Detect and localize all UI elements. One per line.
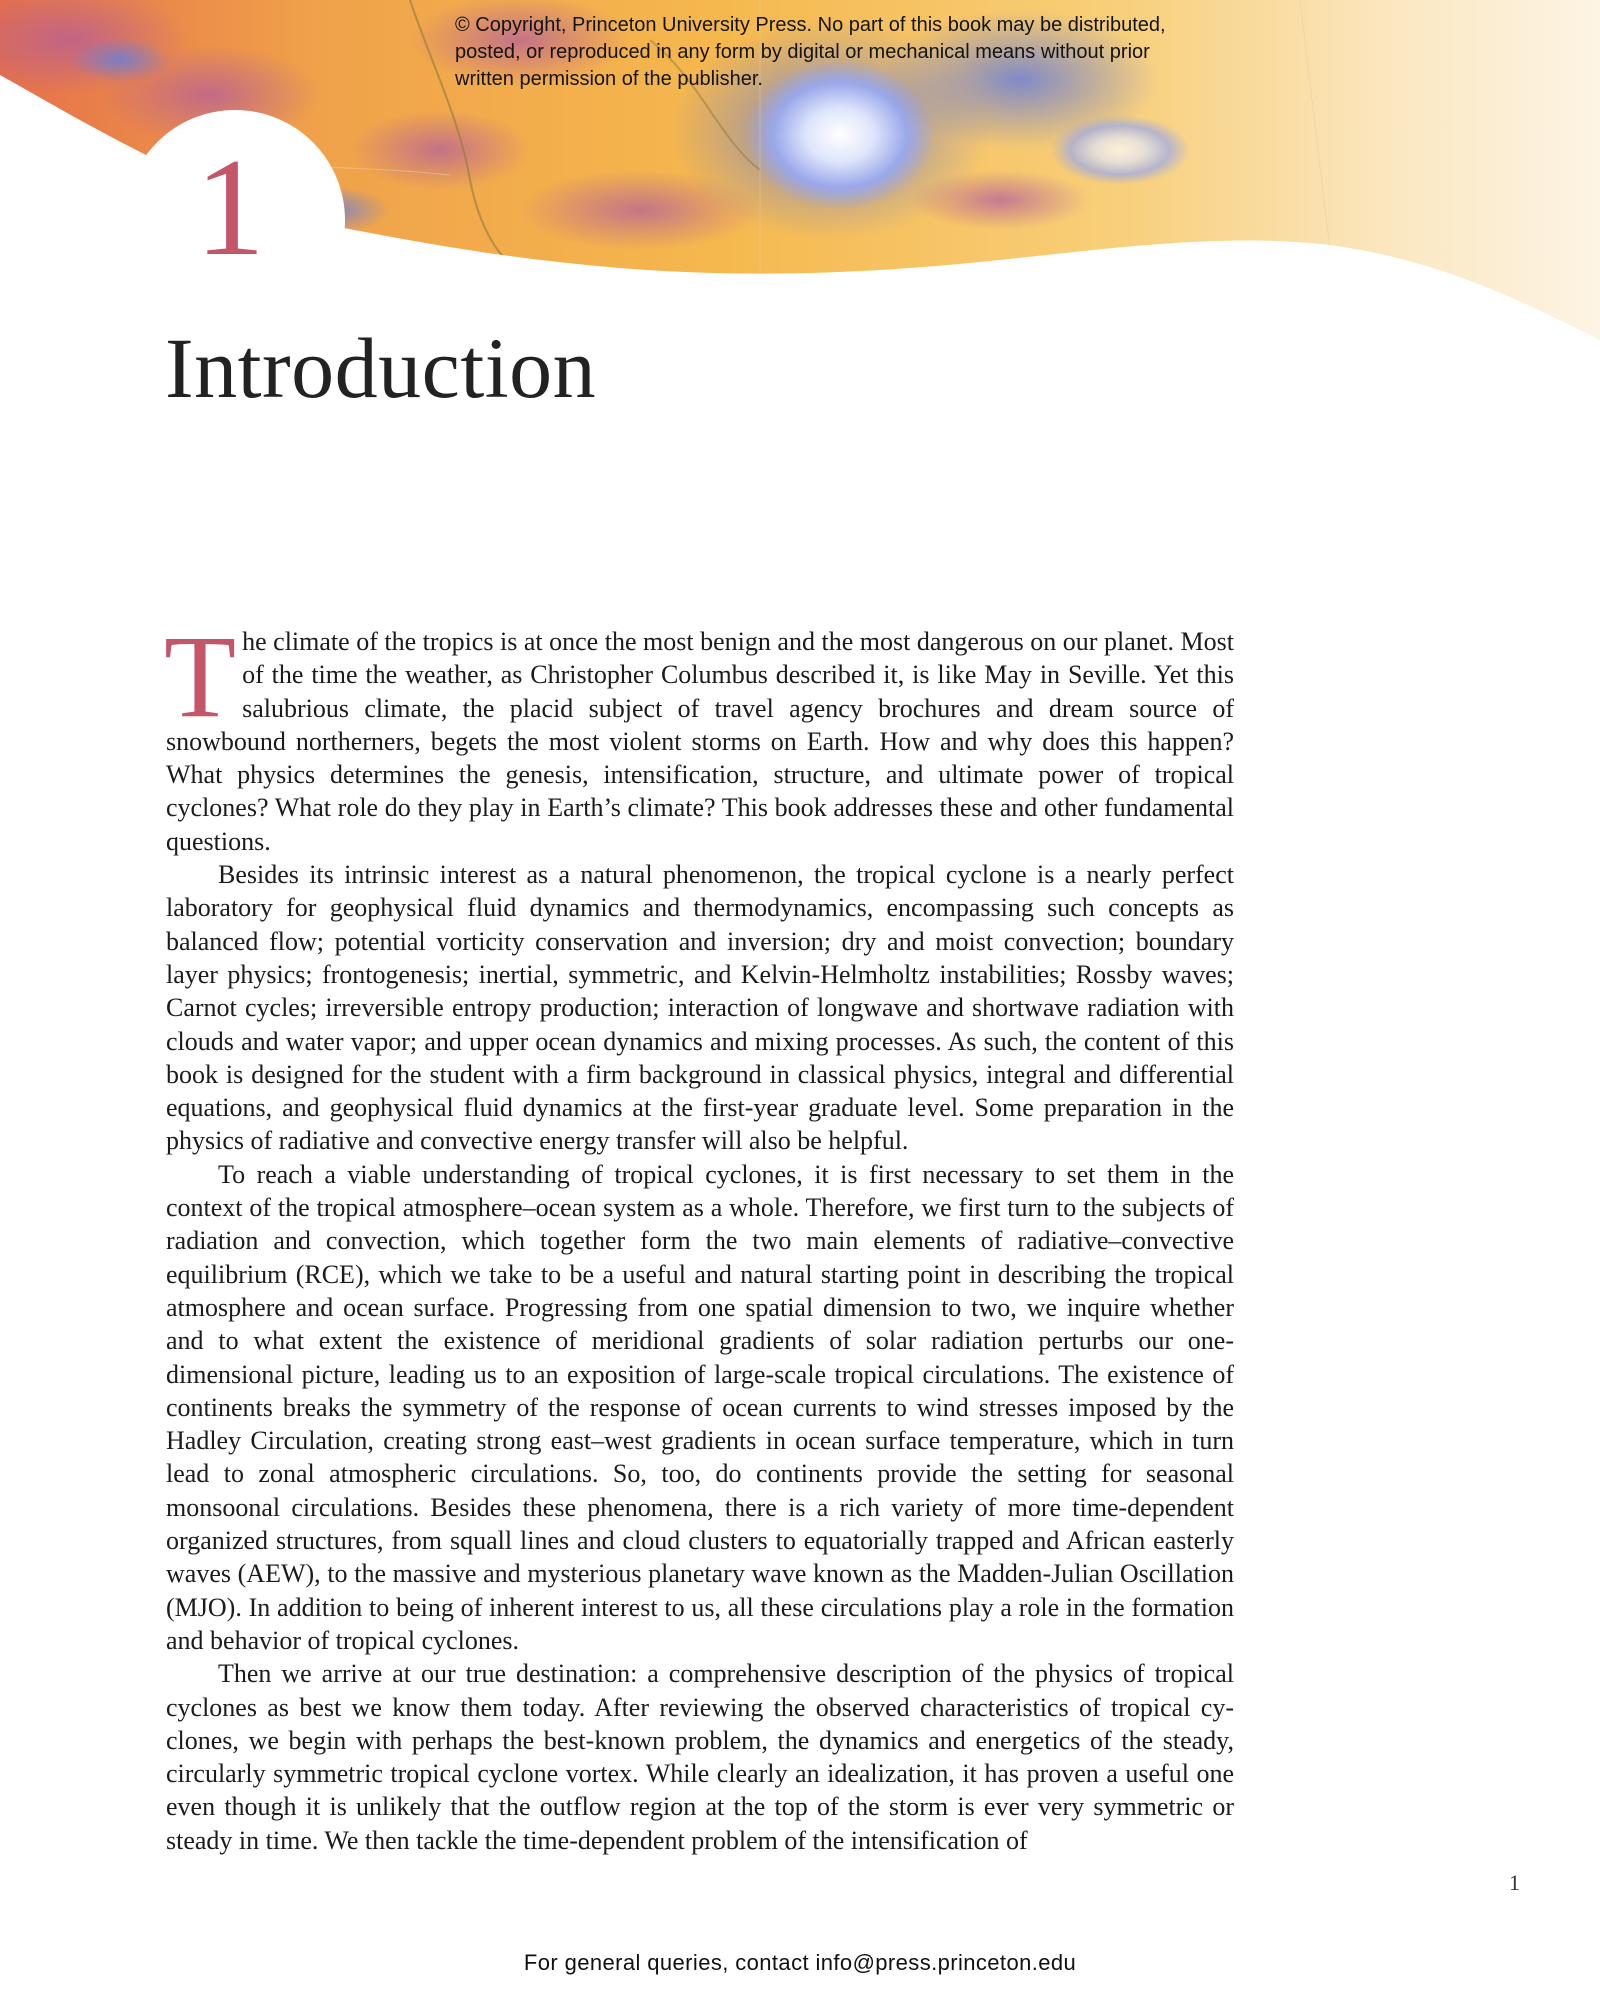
paragraph: To reach a viable understanding of tropical cyclones, it is first necessary to set them in the context of the tropical atmosphere–ocean system as a whole. Therefore, we first turn to the subjects of radiation and convection, which together form the two main elements of radiative–convective equilibrium (RCE), which we take to be a useful and natural starting point in describing the tropical atmosphere and ocean surface. Progressing from one spatial dimension to two, we inquire whether and to what extent the existence of meridional gradients of solar radiation perturbs our one-dimensional picture, leading us to an exposition of large-scale tropical circulations. The existence of continents breaks the symmetry of the response of ocean currents to wind stresses imposed by the Hadley Circulation, creating strong east–west gradients in ocean surface temperature, which in turn lead to zonal atmospheric circulations. So, too, do continents provide the setting for seasonal monsoonal circulations. Besides these phenomena, there is a rich variety of more time-dependent organized structures, from squall lines and cloud clusters to equatorially trapped and African easterly waves (AEW), to the massive and mysterious planetary wave known as the Madden-Julian Oscillation (MJO). In addition to being of inherent interest to us, all these circulations play a role in the formation and behavior of tropical cyclones. [166, 1159, 1234, 1655]
paragraph-text: he climate of the tropics is at once the most benign and the most dangerous on our planet. Most of the time the weather, as Christopher Columbus described it, is like May in Seville. Yet this salubrious climate, the placid subject of travel agency brochures and dream source of snowbound northerners, begets the most violent storms on Earth. How and why does this happen? What physics determines the genesis, intensification, structure, and ultimate power of tropical cyclones? What role do they play in Earth’s climate? This book addresses these and other fundamental questions. [166, 627, 1234, 856]
footer-contact: For general queries, contact info@press.princeton.edu [523, 1950, 1077, 1975]
paragraph: Then we arrive at our true destination: a comprehensive description of the physics of tropical cyclones as best we know them today. After reviewing the observed characteristics of tropical cyclones, we begin with perhaps the best-known problem, the dynamics and energetics of the steady, circularly symmetric tropical cyclone vortex. While clearly an idealization, it has proven a useful one even though it is unlikely that the outflow region at the top of the storm is ever very symmetric or steady in time. We then tackle the time-dependent problem of the intensification of [166, 1659, 1234, 1855]
copyright-notice: © Copyright, Princeton University Press. No part of this book may be distributed, posted, or reproduced in any form by digital or mechanical means without prior written permission of the publisher. [455, 14, 1166, 90]
chapter-number: 1 [195, 130, 265, 285]
page-number: 1 [1509, 1870, 1520, 1895]
paragraph [164, 611, 1234, 858]
paragraph: Besides its intrinsic interest as a natural phenomenon, the tropical cyclone is a nearly perfect laboratory for geophysical fluid dynamics and thermodynamics, encompassing such concepts as balanced flow; potential vorticity conservation and inversion; dry and moist convection; boundary layer physics; frontogenesis; inertial, symmetric, and Kelvin-Helmholtz instabilities; Rossby waves; Carnot cycles; irreversible entropy production; interaction of longwave and shortwave radiation with clouds and water vapor; and upper ocean dynamics and mixing processes. As such, the content of this book is designed for the student with a firm background in classical physics, integral and differential equations, and geophysical fluid dynamics at the first-year graduate level. Some preparation in the physics of radiative and convective energy transfer will also be helpful. [166, 860, 1234, 1156]
chapter-title: Introduction [165, 320, 597, 416]
drop-cap: T [164, 611, 237, 742]
body-text [164, 611, 1234, 1857]
